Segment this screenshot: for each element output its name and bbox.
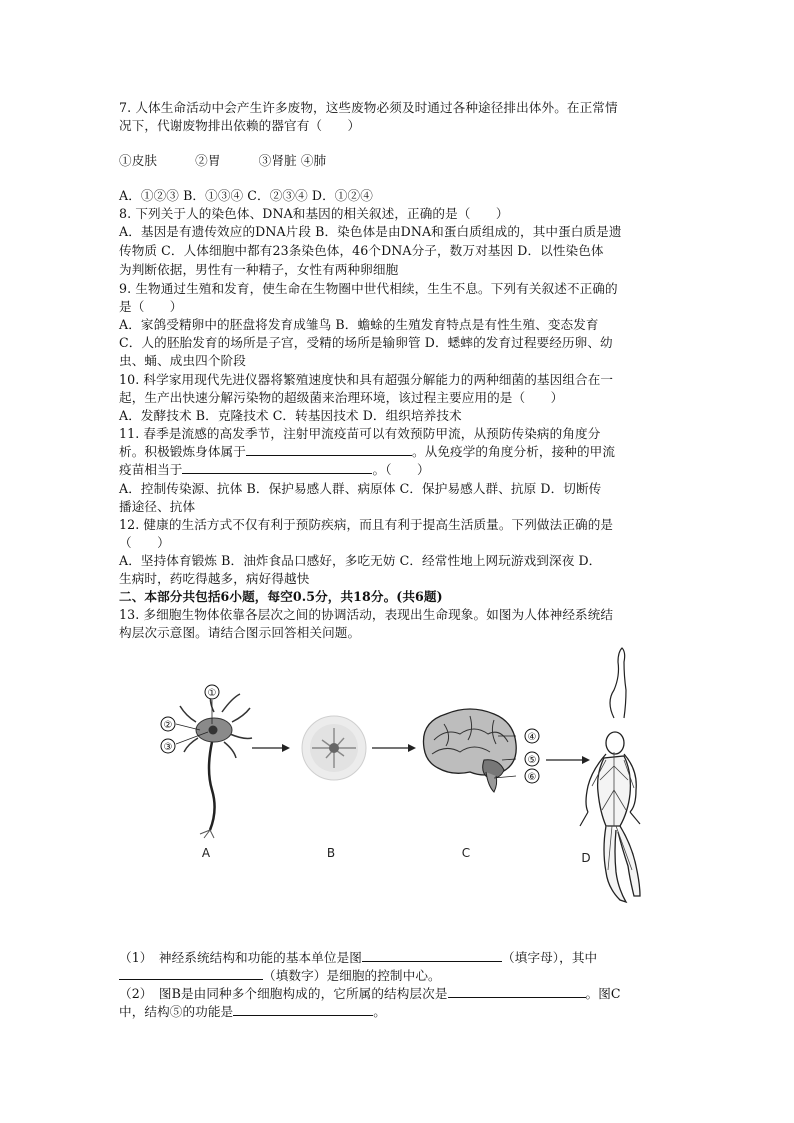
arrow-a-to-b <box>252 744 290 752</box>
q13-sub1-blank-2[interactable] <box>119 967 263 980</box>
q9-line4: C．人的胚胎发育的场所是子宫，受精的场所是输卵管 D．蟋蟀的发育过程要经历卵、幼 <box>119 335 613 350</box>
marker-4 <box>525 729 539 743</box>
q12-line3: A．坚持体育锻炼 B．油炸食品口感好，多吃无妨 C．经常性地上网玩游戏到深夜 D． <box>119 553 602 568</box>
brain-drawing <box>423 709 516 792</box>
q13-sub2-blank-2[interactable] <box>233 1003 373 1016</box>
svg-text:②: ② <box>163 720 173 731</box>
q8-line1: 8. 下列关于人的染色体、DNA和基因的相关叙述，正确的是（ ） <box>119 206 509 221</box>
q8-line3: 传物质 C．人体细胞中都有23条染色体，46个DNA分子，数万对基因 D．以性染色体 <box>119 243 604 258</box>
q13-line2: 构层次示意图。请结合图示回答相关问题。 <box>119 625 361 640</box>
q9-line3: A．家鸽受精卵中的胚盘将发育成雏鸟 B．蟾蜍的生殖发育特点是有性生殖、变态发育 <box>119 317 599 332</box>
figure-label-a: A <box>201 846 211 860</box>
nervous-tissue-drawing <box>302 716 366 780</box>
q7-line2: 况下，代谢废物排出依赖的器官有（ ） <box>119 118 361 133</box>
arrow-c-to-d <box>546 756 590 764</box>
q12-line1: 12. 健康的生活方式不仅有利于预防疾病，而且有利于提高生活质量。下列做法正确的是 <box>119 517 614 532</box>
q11-line2-text-a: 析。积极锻炼身体属于 <box>119 444 246 459</box>
marker-1 <box>205 685 219 699</box>
q13-sub2-text-d: 。 <box>373 1004 386 1019</box>
arrow-b-to-c <box>372 744 416 752</box>
q11-line3-text-a: 疫苗相当于 <box>119 462 183 477</box>
q13-sub1-line2 <box>119 967 441 985</box>
q13-sub1-text-a: （1） 神经系统结构和功能的基本单位是图 <box>119 950 362 965</box>
q11-line1: 11. 春季是流感的高发季节，注射甲流疫苗可以有效预防甲流，从预防传染病的角度分 <box>119 426 601 441</box>
neuron-drawing <box>176 692 252 838</box>
q10-line2: 起，生产出快速分解污染物的超级菌来治理环境，该过程主要应用的是（ ） <box>119 390 564 405</box>
svg-text:⑤: ⑤ <box>527 755 537 766</box>
q11-line4: A．控制传染源、抗体 B．保护易感人群、病原体 C．保护易感人群、抗原 D．切断传 <box>119 481 602 496</box>
q13-sub1-blank-1[interactable] <box>362 949 502 962</box>
q8-line4: 为判断依据，男性有一种精子，女性有两种卵细胞 <box>119 262 399 277</box>
q13-sub2-text-a: （2） 图B是由同种多个细胞构成的，它所属的结构层次是 <box>119 986 448 1001</box>
q13-sub2-text-b: 。图C <box>585 986 621 1001</box>
q10-line3: A．发酵技术 B．克隆技术 C．转基因技术 D．组织培养技术 <box>119 408 462 423</box>
q11-line5: 播途径、抗体 <box>119 499 196 514</box>
section2-heading: 二、本部分共包括6小题，每空0.5分，共18分。(共6题) <box>119 589 443 604</box>
q11-line2-text-b: 。从免疫学的角度分析，接种的甲流 <box>411 444 616 459</box>
q13-sub2-line2 <box>119 1003 386 1021</box>
marker-6 <box>525 769 539 783</box>
q12-line2: （ ） <box>119 535 170 550</box>
q8-line2: A．基因是有遗传效应的DNA片段 B．染色体是由DNA和蛋白质组成的，其中蛋白质是遗 <box>119 224 622 239</box>
q7-items: ①皮肤 ②胃 ③肾脏 ④肺 <box>119 153 327 168</box>
q11-line3-text-b: 。（ ） <box>372 462 430 477</box>
q10-line1: 10. 科学家用现代先进仪器将繁殖速度快和具有超强分解能力的两种细菌的基因组合在一 <box>119 372 614 387</box>
svg-text:③: ③ <box>163 742 173 753</box>
figure-label-c: C <box>461 846 471 860</box>
figure-label-d: D <box>581 851 591 865</box>
q9-line1: 9. 生物通过生殖和发育，使生命在生物圈中世代相续，生生不息。下列有关叙述不正确的 <box>119 281 618 296</box>
q13-sub2-text-c: 中，结构⑤的功能是 <box>119 1004 234 1019</box>
q9-line5: 虫、蛹、成虫四个阶段 <box>119 353 246 368</box>
marker-2 <box>161 717 175 731</box>
q13-sub1-line1 <box>119 949 597 967</box>
q7-line1: 7. 人体生命活动中会产生许多废物，这些废物必须及时通过各种途径排出体外。在正常情 <box>119 100 618 115</box>
svg-text:④: ④ <box>527 732 537 743</box>
q13-sub2-blank-1[interactable] <box>448 985 586 998</box>
q13-line1: 13. 多细胞生物体依靠各层次之间的协调活动，表现出生命现象。如图为人体神经系统结 <box>119 607 614 622</box>
q12-line4: 生病时，药吃得越多，病好得越快 <box>119 571 310 586</box>
svg-text:⑥: ⑥ <box>527 772 537 783</box>
figure-label-b: B <box>326 846 336 860</box>
marker-5 <box>525 752 539 766</box>
q7-options: A．①②③ B．①③④ C．②③④ D．①②④ <box>119 188 373 203</box>
q13-sub2-line1 <box>119 985 621 1003</box>
marker-3 <box>161 739 175 753</box>
q13-sub1-text-c: （填数字）是细胞的控制中心。 <box>263 968 441 983</box>
svg-text:①: ① <box>207 688 217 699</box>
q13-sub1-text-b: （填字母），其中 <box>502 950 598 965</box>
q9-line2: 是（ ） <box>119 299 183 314</box>
